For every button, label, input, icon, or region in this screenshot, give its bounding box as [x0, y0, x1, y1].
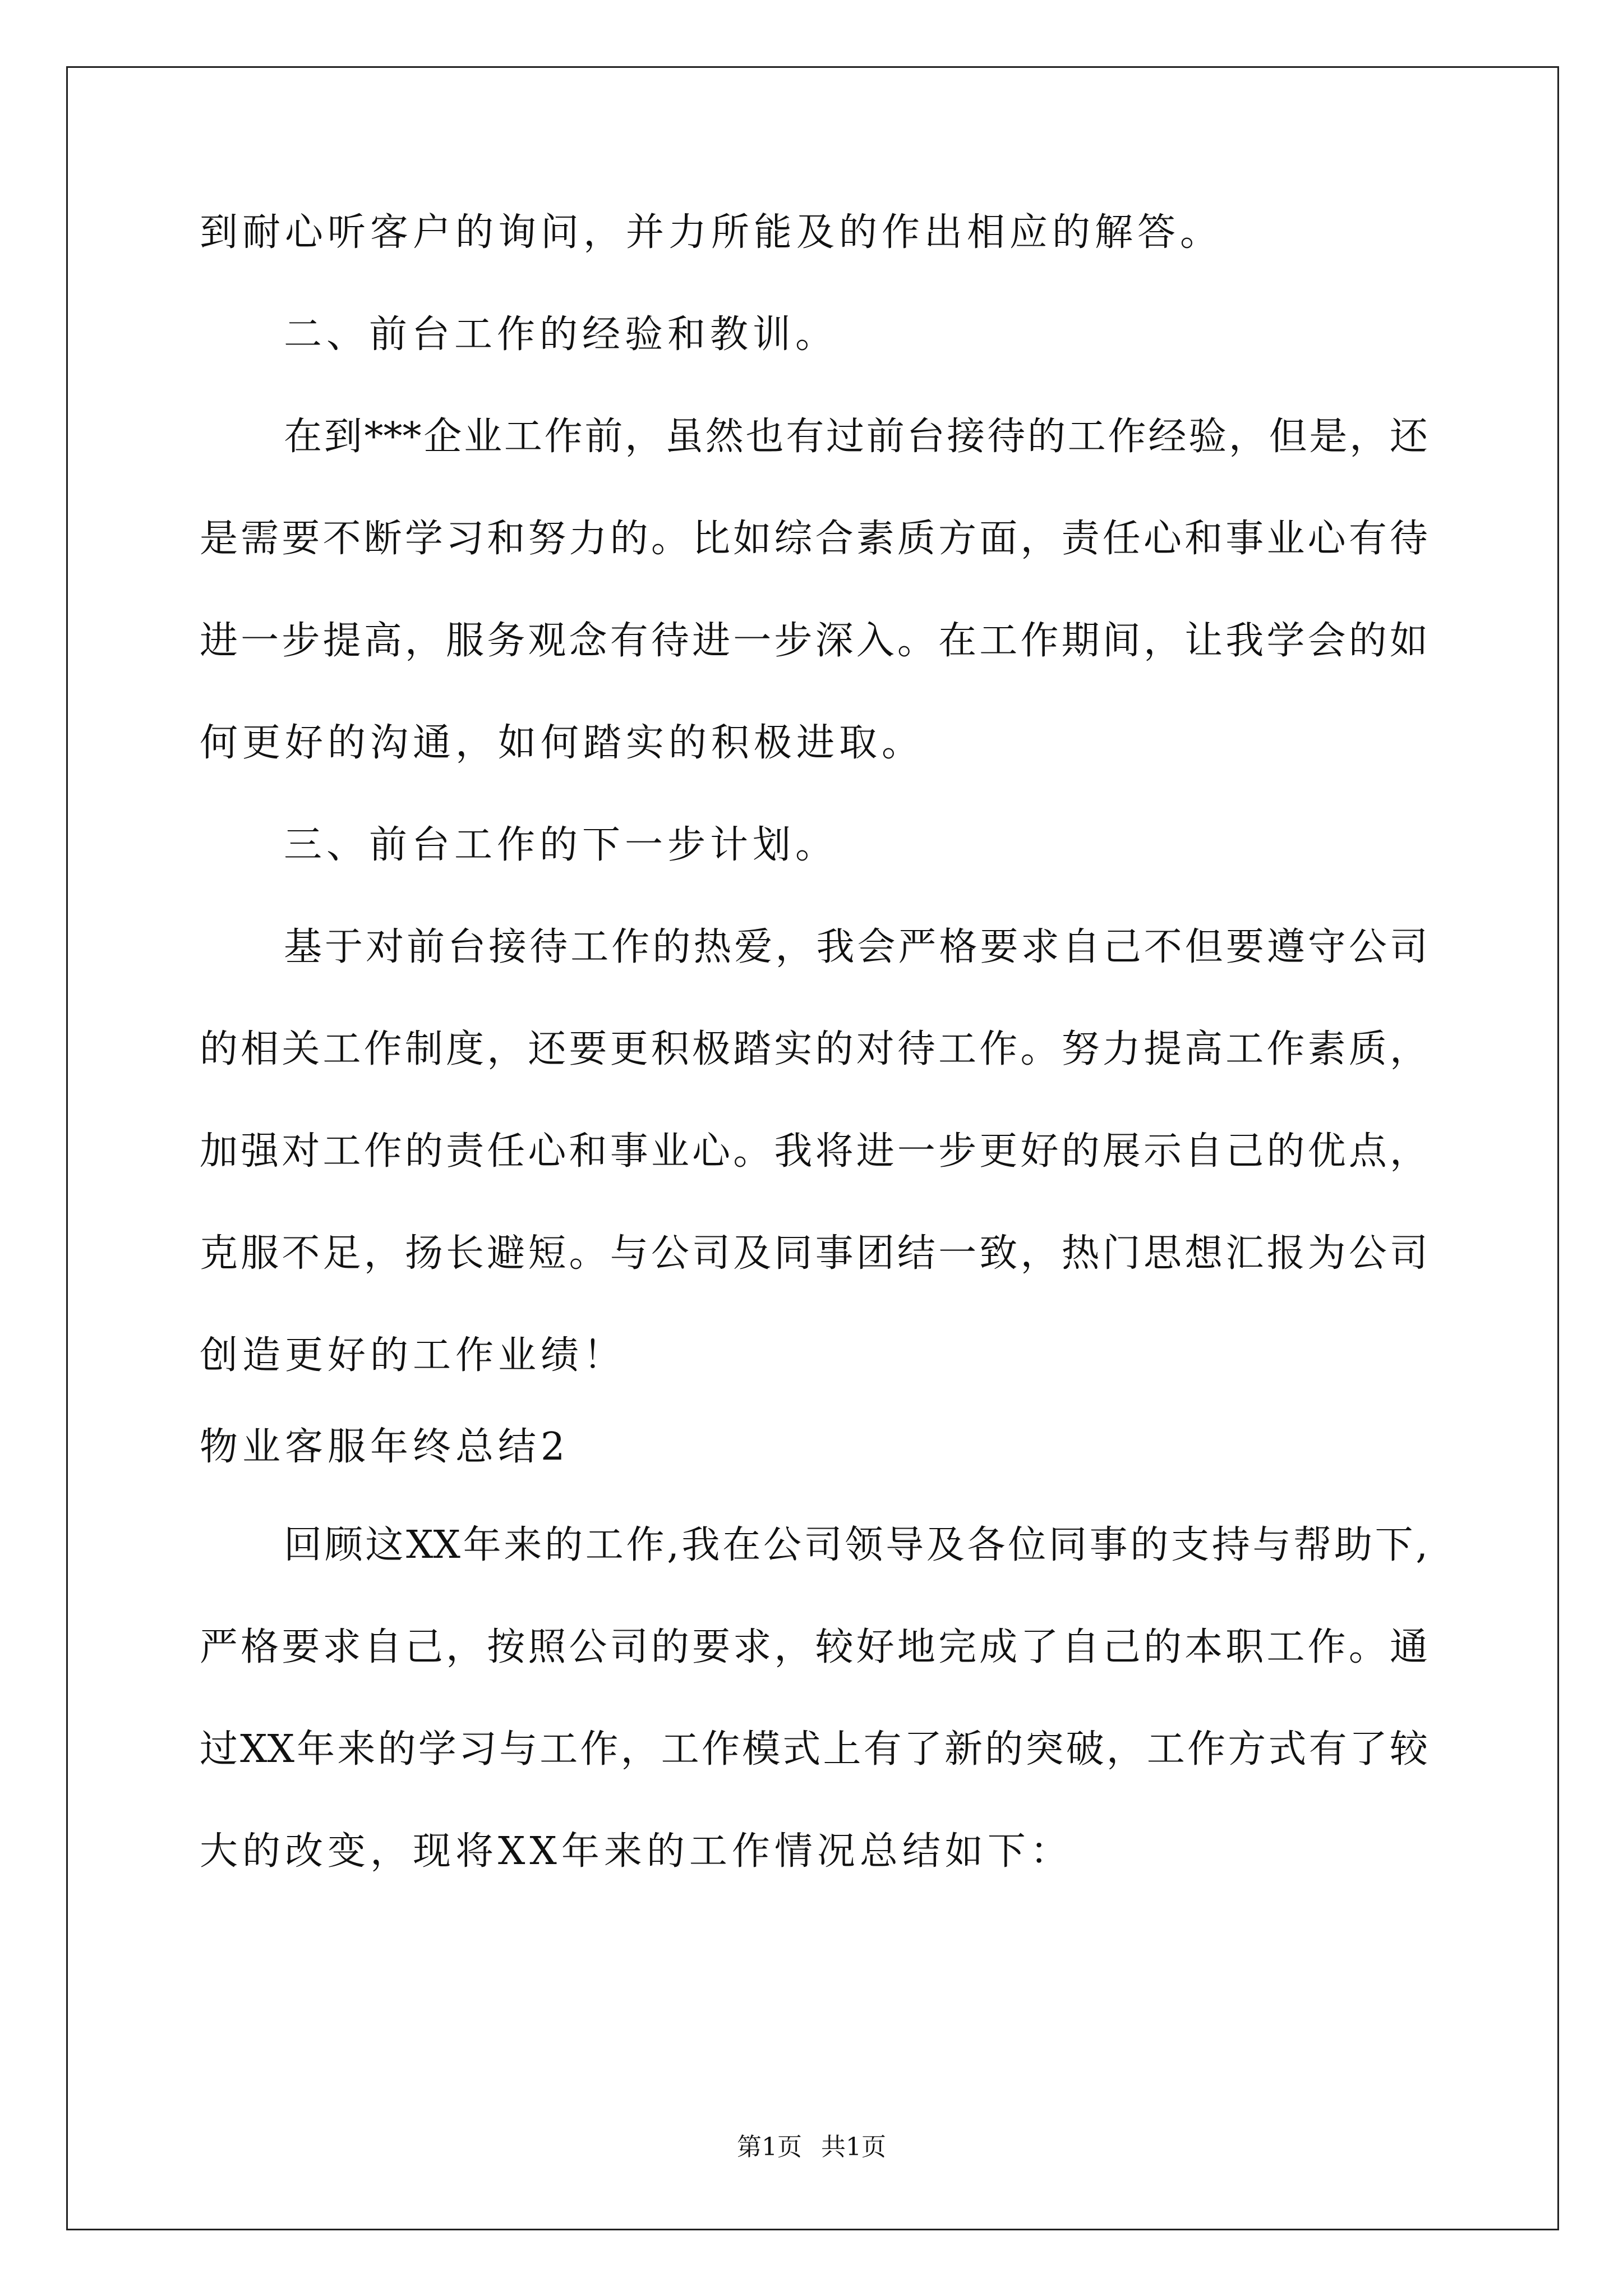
paragraph-line: 基于对前台接待工作的热爱，我会严格要求自己不但要遵守公司 — [284, 925, 1428, 969]
paragraph-line: 的相关工作制度，还要更积极踏实的对待工作。努力提高工作素质， — [200, 1027, 1428, 1071]
paragraph-line: 到耐心听客户的询问，并力所能及的作出相应的解答。 — [200, 210, 1223, 255]
document-title: 物业客服年终总结2 — [200, 1425, 570, 1469]
page-footer — [0, 2132, 1623, 2163]
paragraph-line: 在到***企业工作前，虽然也有过前台接待的工作经验，但是，还 — [284, 415, 1428, 459]
paragraph-line: 过XX年来的学习与工作，工作模式上有了新的突破，工作方式有了较 — [200, 1727, 1428, 1772]
page-number: 第1页 — [737, 2133, 802, 2161]
paragraph-line: 创造更好的工作业绩！ — [200, 1333, 626, 1378]
paragraph-line: 进一步提高，服务观念有待进一步深入。在工作期间，让我学会的如 — [200, 619, 1428, 663]
page-total: 共1页 — [821, 2133, 886, 2161]
paragraph-line: 是需要不断学习和努力的。比如综合素质方面，责任心和事业心有待 — [200, 517, 1428, 561]
paragraph-line: 何更好的沟通，如何踏实的积极进取。 — [200, 721, 925, 765]
paragraph-line: 克服不足，扬长避短。与公司及同事团结一致，热门思想汇报为公司 — [200, 1231, 1428, 1276]
section-heading: 二、前台工作的经验和教训。 — [284, 312, 838, 357]
paragraph-line: 大的改变，现将XX年来的工作情况总结如下： — [200, 1829, 1073, 1874]
paragraph-line: 回顾这XX年来的工作,我在公司领导及各位同事的支持与帮助下, — [284, 1523, 1428, 1567]
paragraph-line: 严格要求自己，按照公司的要求，较好地完成了自己的本职工作。通 — [200, 1625, 1428, 1669]
paragraph-line: 加强对工作的责任心和事业心。我将进一步更好的展示自己的优点， — [200, 1129, 1428, 1174]
section-heading: 三、前台工作的下一步计划。 — [284, 823, 838, 867]
